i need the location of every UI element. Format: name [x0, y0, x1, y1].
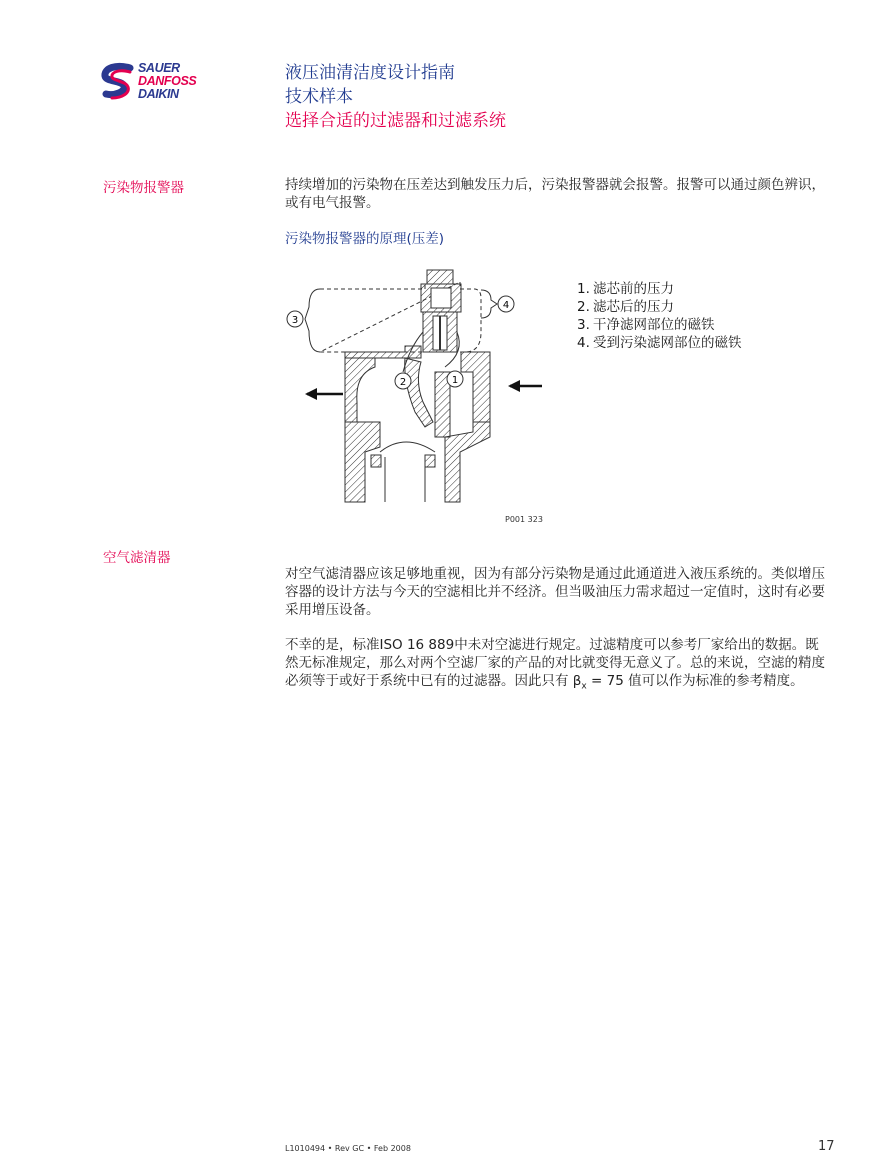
callout-2: [395, 373, 411, 389]
section-label-indicator: 污染物报警器: [103, 180, 184, 196]
air-filter-paragraph-1: 对空气滤清器应该足够地重视，因为有部分污染物是通过此通道进入液压系统的。类似增压容器的设计方法与今天的空滤相比并不经济。但当吸油压力需求超过一定值时，这时有必要采用增压设备。: [285, 566, 825, 618]
logo-line-3: DAIKIN: [138, 87, 179, 101]
section-label-air-filter: 空气滤清器: [103, 550, 171, 566]
page-number: 17: [818, 1139, 835, 1154]
figure-code: P001 323: [505, 515, 543, 524]
svg-text:1: 1: [451, 375, 459, 386]
document-title: 液压油清洁度设计指南: [285, 63, 455, 83]
callout-1: [447, 371, 463, 387]
logo-line-2: DANFOSS: [138, 74, 197, 88]
svg-text:2: 2: [399, 377, 407, 388]
legend-item: 3. 干净滤网部位的磁铁: [577, 317, 715, 333]
legend-item: 4. 受到污染滤网部位的磁铁: [577, 335, 742, 351]
legend-item: 1. 滤芯前的压力: [577, 281, 674, 297]
indicator-paragraph: 持续增加的污染物在压差达到触发压力后，污染报警器就会报警。报警可以通过颜色辨识，或有电气报警。: [285, 177, 825, 211]
indicator-cross-section-diagram: [285, 262, 565, 512]
company-logo: [100, 62, 210, 102]
callout-4: [498, 296, 514, 312]
air-filter-paragraph-2: 不幸的是，标准ISO 16 889中未对空滤进行规定。过滤精度可以参考厂家给出的数据。既然无标准规定，那么对两个空滤厂家的产品的对比就变得无意义了。总的来说，空滤的精度必须等于或好于系统中已有的过滤器。因此只有 $\beta_x = 75$ 值可以作为标准的参考精度。: [285, 637, 825, 692]
document-subtitle: 技术样本: [285, 87, 353, 107]
document-reference: L1010494 • Rev GC • Feb 2008: [285, 1144, 411, 1153]
svg-text:3: 3: [291, 315, 299, 326]
logo-line-1: SAUER: [138, 61, 180, 75]
callout-3: [287, 311, 303, 327]
chapter-title: 选择合适的过滤器和过滤系统: [285, 111, 506, 131]
legend-item: 2. 滤芯后的压力: [577, 299, 674, 315]
figure-legend: [577, 280, 742, 352]
figure-title: 污染物报警器的原理(压差): [285, 231, 445, 247]
svg-text:4: 4: [502, 300, 510, 311]
logo-mark-icon: [100, 62, 138, 102]
